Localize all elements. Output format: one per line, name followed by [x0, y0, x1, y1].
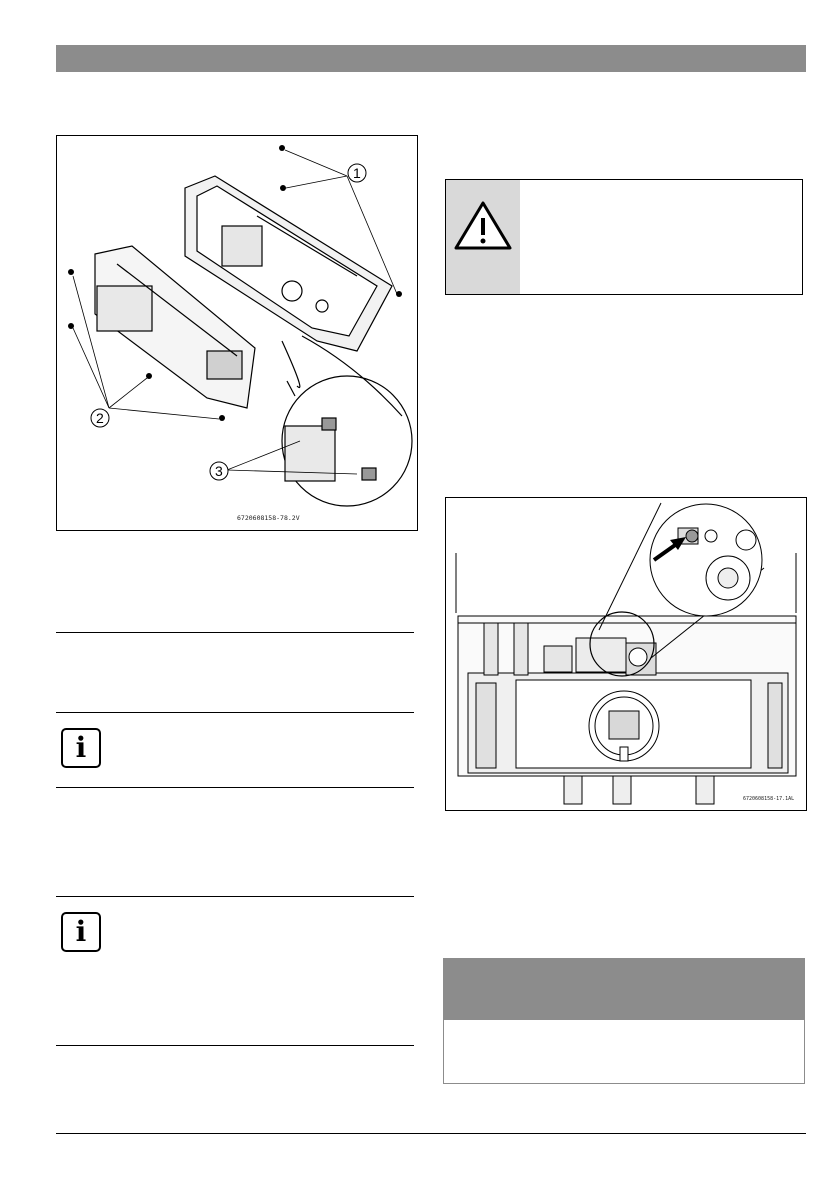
callout-1: 1 — [353, 165, 361, 181]
appliance-diagram — [446, 498, 806, 810]
section-divider — [56, 632, 414, 633]
page-header-bar — [56, 45, 806, 72]
table-header — [443, 958, 805, 1020]
exploded-diagram — [57, 136, 417, 530]
info-icon: i — [61, 912, 101, 952]
info-icon: i — [61, 728, 101, 768]
figure-control-unit-exploded — [56, 135, 418, 531]
callout-3: 3 — [215, 463, 223, 479]
section-divider — [56, 1045, 414, 1046]
figure-gas-valve-location — [445, 497, 807, 811]
warning-strip — [446, 180, 520, 294]
section-divider — [56, 712, 414, 713]
page-footer-rule — [56, 1133, 806, 1134]
section-divider — [56, 896, 414, 897]
figure-caption: 6720608158-78.2V — [237, 514, 300, 522]
section-divider — [56, 787, 414, 788]
figure-caption: 6720608158-17.1AL — [743, 796, 795, 802]
table-body — [443, 1020, 805, 1084]
callout-2: 2 — [96, 410, 104, 426]
warning-box — [445, 179, 803, 295]
warning-triangle-icon — [452, 200, 514, 252]
